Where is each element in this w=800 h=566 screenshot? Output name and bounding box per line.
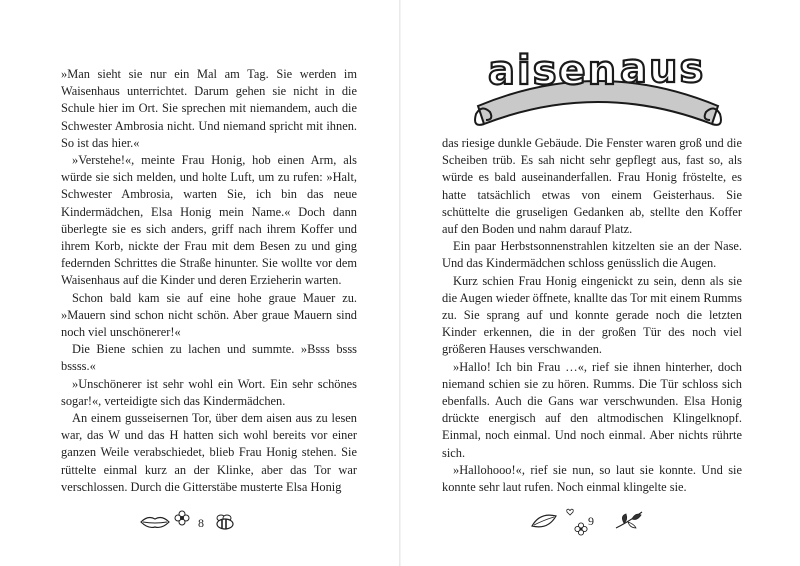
paragraph: An einem gusseisernen Tor, über dem aisen aus zu lesen war, das W und das H hatten sich wohl bereits vor einer ganzen Weile verabschiedet, blieb Frau Honig stehen. Sie rüttelte einmal kurz an der Klinke, aber das Tor war verschlossen. Durch die Gitterstäbe musterte Elsa Honig: [61, 411, 357, 494]
paragraph: Schon bald kam sie auf eine hohe graue Mauer zu. »Mauern sind schon nicht schön. Aber graue Mauern sind noch viel unschönerer!«: [61, 290, 357, 340]
leaf-sprig-icon: [614, 510, 644, 530]
page-number: 8: [198, 516, 204, 530]
heart-icon: [566, 508, 574, 516]
lips-icon: [140, 514, 170, 530]
banner-word-1: aisen: [488, 48, 619, 94]
paragraph: »Verstehe!«, meinte Frau Honig, hob einen Arm, als würde sie sich melden, und holte Luft, um zu rufen: »Halt, Schwester Ambrosia, warten Sie, ich bin das neue Kindermädchen, Elsa Honig mein Name.« Doch dann überlegte sie es sich anders, griff nach ihrem Koffer und ihrem Korb, nickte der Frau mit dem Besen zu und ging federnden Schrittes die Straße hinunter. Sie wollte vor dem Waisenhaus auf die Kinder und deren Erzieherin warten.: [61, 153, 357, 288]
leaf-icon: [530, 512, 558, 530]
flower-icon: [174, 510, 190, 526]
paragraph: »Unschönerer ist sehr wohl ein Wort. Ein sehr schönes sogar!«, verteidigte sich das Kindermädchen.: [61, 376, 357, 408]
left-page-text: [61, 66, 357, 496]
paragraph: Kurz schien Frau Honig eingenickt zu sein, denn als sie die Augen wieder öffnete, knallte das Tor mit einem Rumms zu. Sie sprang auf und konnte gerade noch die letzten Kinder erkennen, die in der großen Tür des noch viel größeren Hauses verschwanden.: [442, 273, 742, 357]
bee-icon: [214, 514, 236, 530]
paragraph: »Hallohooo!«, rief sie nun, so laut sie konnte. Und sie konnte sehr laut rufen. Noch einmal klingelte sie.: [442, 462, 742, 495]
gate-sign-illustration: [468, 36, 728, 146]
right-page-text: [442, 135, 742, 496]
paragraph: »Hallo! Ich bin Frau …«, rief sie ihnen hinterher, doch niemand schien sie zu hören. Rumms. Die Tür schloss sich ebenfalls. Auch die Gans war verschwunden. Elsa Honig drückte energisch auf den altmodischen Klingelknopf. Einmal, noch einmal. Und noch einmal. Aber nichts rührte sich.: [442, 359, 742, 460]
left-page-footer: [140, 508, 260, 538]
paragraph: das riesige dunkle Gebäude. Die Fenster waren groß und die Scheiben trüb. Es sah nicht sehr gepflegt aus, fast so, als würde es bald auseinanderfallen. Frau Honig fröstelte, es hatte tatsächlich etwas von einem Geisterhaus. Sie schüttelte die gruseligen Gedanken ab, stellte den Koffer auf den Boden und nahm darauf Platz.: [442, 136, 742, 237]
banner-word-2: aus: [620, 46, 706, 92]
paragraph: Die Biene schien zu lachen und summte. »Bsss bsss bssss.«: [61, 342, 357, 374]
page-number: 9: [588, 514, 594, 528]
paragraph: Ein paar Herbstsonnenstrahlen kitzelten sie an der Nase. Und das Kindermädchen schloss genüsslich die Augen.: [442, 239, 742, 271]
flower-icon: [574, 522, 588, 536]
paragraph: »Man sieht sie nur ein Mal am Tag. Sie werden im Waisenhaus unterrichtet. Darum gehen sie nicht in die Schule hier im Ort. Sie sprechen mit niemandem, auch die Schwester Ambrosia nicht. Und niemand spricht mit ihnen. So ist das hier.«: [61, 67, 357, 150]
right-page-footer: [530, 508, 680, 538]
